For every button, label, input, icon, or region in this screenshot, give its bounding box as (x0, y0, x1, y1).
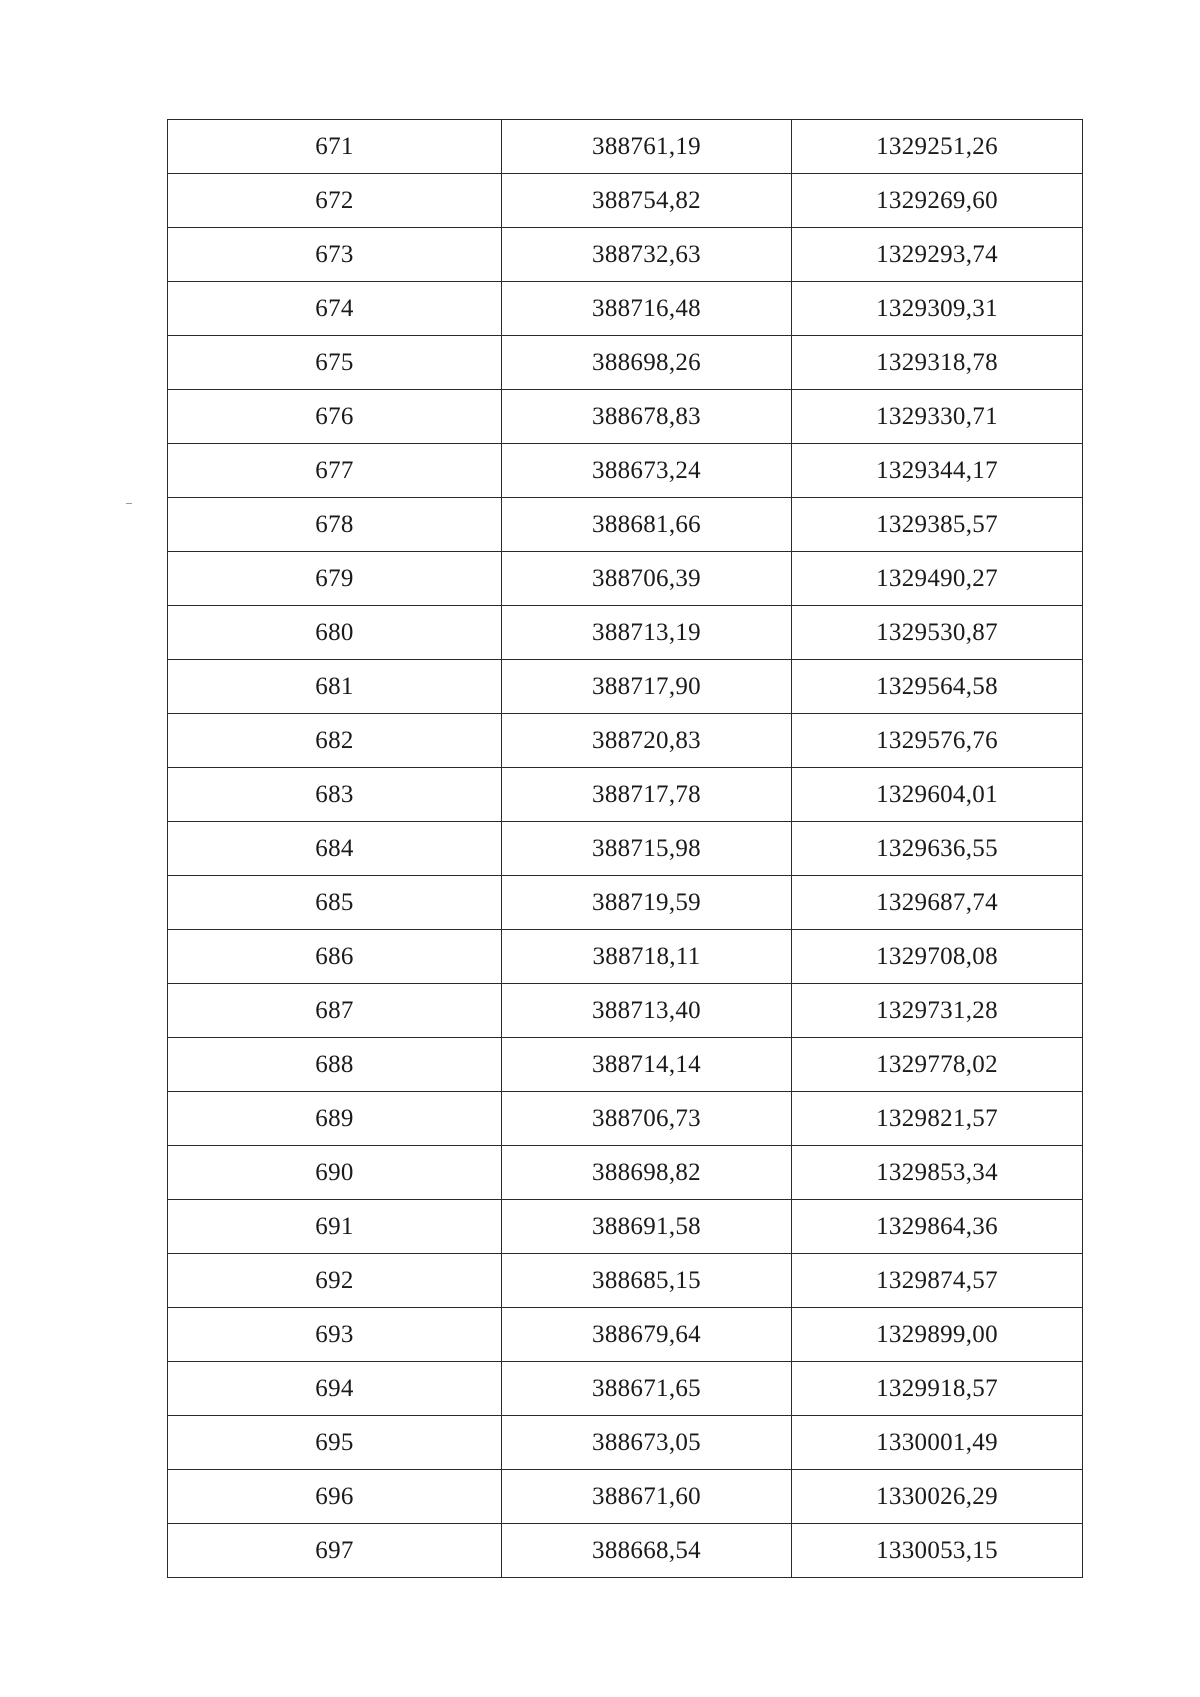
table-row (168, 1524, 1083, 1578)
y-coordinate-cell: 1329778,02 (792, 1038, 1083, 1092)
x-coordinate-cell: 388668,54 (502, 1524, 792, 1578)
point-number-cell: 689 (168, 1092, 502, 1146)
x-coordinate-cell: 388673,24 (502, 444, 792, 498)
y-coordinate-cell: 1329918,57 (792, 1362, 1083, 1416)
y-coordinate-cell: 1329636,55 (792, 822, 1083, 876)
table-row (168, 444, 1083, 498)
table-row (168, 876, 1083, 930)
table-row (168, 498, 1083, 552)
x-coordinate-cell: 388698,26 (502, 336, 792, 390)
x-coordinate-cell: 388691,58 (502, 1200, 792, 1254)
point-number-cell: 690 (168, 1146, 502, 1200)
point-number-cell: 688 (168, 1038, 502, 1092)
table-row (168, 1092, 1083, 1146)
y-coordinate-cell: 1329530,87 (792, 606, 1083, 660)
y-coordinate-cell: 1329309,31 (792, 282, 1083, 336)
point-number-cell: 671 (168, 120, 502, 174)
point-number-cell: 693 (168, 1308, 502, 1362)
y-coordinate-cell: 1329687,74 (792, 876, 1083, 930)
y-coordinate-cell: 1329330,71 (792, 390, 1083, 444)
table-row (168, 1470, 1083, 1524)
table-row (168, 606, 1083, 660)
table-row (168, 1308, 1083, 1362)
table-row (168, 984, 1083, 1038)
y-coordinate-cell: 1329821,57 (792, 1092, 1083, 1146)
table-row (168, 1362, 1083, 1416)
x-coordinate-cell: 388698,82 (502, 1146, 792, 1200)
y-coordinate-cell: 1330026,29 (792, 1470, 1083, 1524)
table-row (168, 1146, 1083, 1200)
x-coordinate-cell: 388671,60 (502, 1470, 792, 1524)
x-coordinate-cell: 388716,48 (502, 282, 792, 336)
table-row (168, 282, 1083, 336)
point-number-cell: 695 (168, 1416, 502, 1470)
point-number-cell: 679 (168, 552, 502, 606)
x-coordinate-cell: 388717,78 (502, 768, 792, 822)
point-number-cell: 691 (168, 1200, 502, 1254)
y-coordinate-cell: 1329604,01 (792, 768, 1083, 822)
y-coordinate-cell: 1329564,58 (792, 660, 1083, 714)
point-number-cell: 686 (168, 930, 502, 984)
point-number-cell: 673 (168, 228, 502, 282)
point-number-cell: 683 (168, 768, 502, 822)
y-coordinate-cell: 1329490,27 (792, 552, 1083, 606)
x-coordinate-cell: 388685,15 (502, 1254, 792, 1308)
x-coordinate-cell: 388706,73 (502, 1092, 792, 1146)
y-coordinate-cell: 1329874,57 (792, 1254, 1083, 1308)
table-row (168, 1254, 1083, 1308)
table-row (168, 1416, 1083, 1470)
x-coordinate-cell: 388754,82 (502, 174, 792, 228)
y-coordinate-cell: 1329269,60 (792, 174, 1083, 228)
table-row (168, 660, 1083, 714)
point-number-cell: 687 (168, 984, 502, 1038)
table-row (168, 390, 1083, 444)
table-row (168, 552, 1083, 606)
table-row (168, 1200, 1083, 1254)
y-coordinate-cell: 1329731,28 (792, 984, 1083, 1038)
point-number-cell: 682 (168, 714, 502, 768)
table-row (168, 822, 1083, 876)
point-number-cell: 680 (168, 606, 502, 660)
y-coordinate-cell: 1329576,76 (792, 714, 1083, 768)
point-number-cell: 697 (168, 1524, 502, 1578)
x-coordinate-cell: 388719,59 (502, 876, 792, 930)
x-coordinate-cell: 388673,05 (502, 1416, 792, 1470)
x-coordinate-cell: 388713,40 (502, 984, 792, 1038)
x-coordinate-cell: 388715,98 (502, 822, 792, 876)
x-coordinate-cell: 388678,83 (502, 390, 792, 444)
point-number-cell: 674 (168, 282, 502, 336)
x-coordinate-cell: 388761,19 (502, 120, 792, 174)
point-number-cell: 672 (168, 174, 502, 228)
y-coordinate-cell: 1329899,00 (792, 1308, 1083, 1362)
point-number-cell: 677 (168, 444, 502, 498)
y-coordinate-cell: 1329864,36 (792, 1200, 1083, 1254)
point-number-cell: 696 (168, 1470, 502, 1524)
table-row (168, 1038, 1083, 1092)
table-row (168, 336, 1083, 390)
y-coordinate-cell: 1330001,49 (792, 1416, 1083, 1470)
table-row (168, 120, 1083, 174)
point-number-cell: 684 (168, 822, 502, 876)
y-coordinate-cell: 1329385,57 (792, 498, 1083, 552)
x-coordinate-cell: 388718,11 (502, 930, 792, 984)
x-coordinate-cell: 388732,63 (502, 228, 792, 282)
point-number-cell: 694 (168, 1362, 502, 1416)
point-number-cell: 685 (168, 876, 502, 930)
table-row (168, 930, 1083, 984)
x-coordinate-cell: 388720,83 (502, 714, 792, 768)
y-coordinate-cell: 1330053,15 (792, 1524, 1083, 1578)
table-row (168, 714, 1083, 768)
x-coordinate-cell: 388717,90 (502, 660, 792, 714)
y-coordinate-cell: 1329344,17 (792, 444, 1083, 498)
x-coordinate-cell: 388714,14 (502, 1038, 792, 1092)
table-row (168, 768, 1083, 822)
point-number-cell: 681 (168, 660, 502, 714)
scan-artifact (126, 503, 132, 504)
point-number-cell: 678 (168, 498, 502, 552)
x-coordinate-cell: 388713,19 (502, 606, 792, 660)
x-coordinate-cell: 388706,39 (502, 552, 792, 606)
y-coordinate-cell: 1329251,26 (792, 120, 1083, 174)
point-number-cell: 675 (168, 336, 502, 390)
y-coordinate-cell: 1329708,08 (792, 930, 1083, 984)
y-coordinate-cell: 1329318,78 (792, 336, 1083, 390)
x-coordinate-cell: 388681,66 (502, 498, 792, 552)
y-coordinate-cell: 1329293,74 (792, 228, 1083, 282)
coordinates-table (167, 119, 1083, 1578)
point-number-cell: 692 (168, 1254, 502, 1308)
table-row (168, 228, 1083, 282)
coordinates-table-body (168, 120, 1083, 1578)
y-coordinate-cell: 1329853,34 (792, 1146, 1083, 1200)
table-row (168, 174, 1083, 228)
x-coordinate-cell: 388679,64 (502, 1308, 792, 1362)
point-number-cell: 676 (168, 390, 502, 444)
x-coordinate-cell: 388671,65 (502, 1362, 792, 1416)
